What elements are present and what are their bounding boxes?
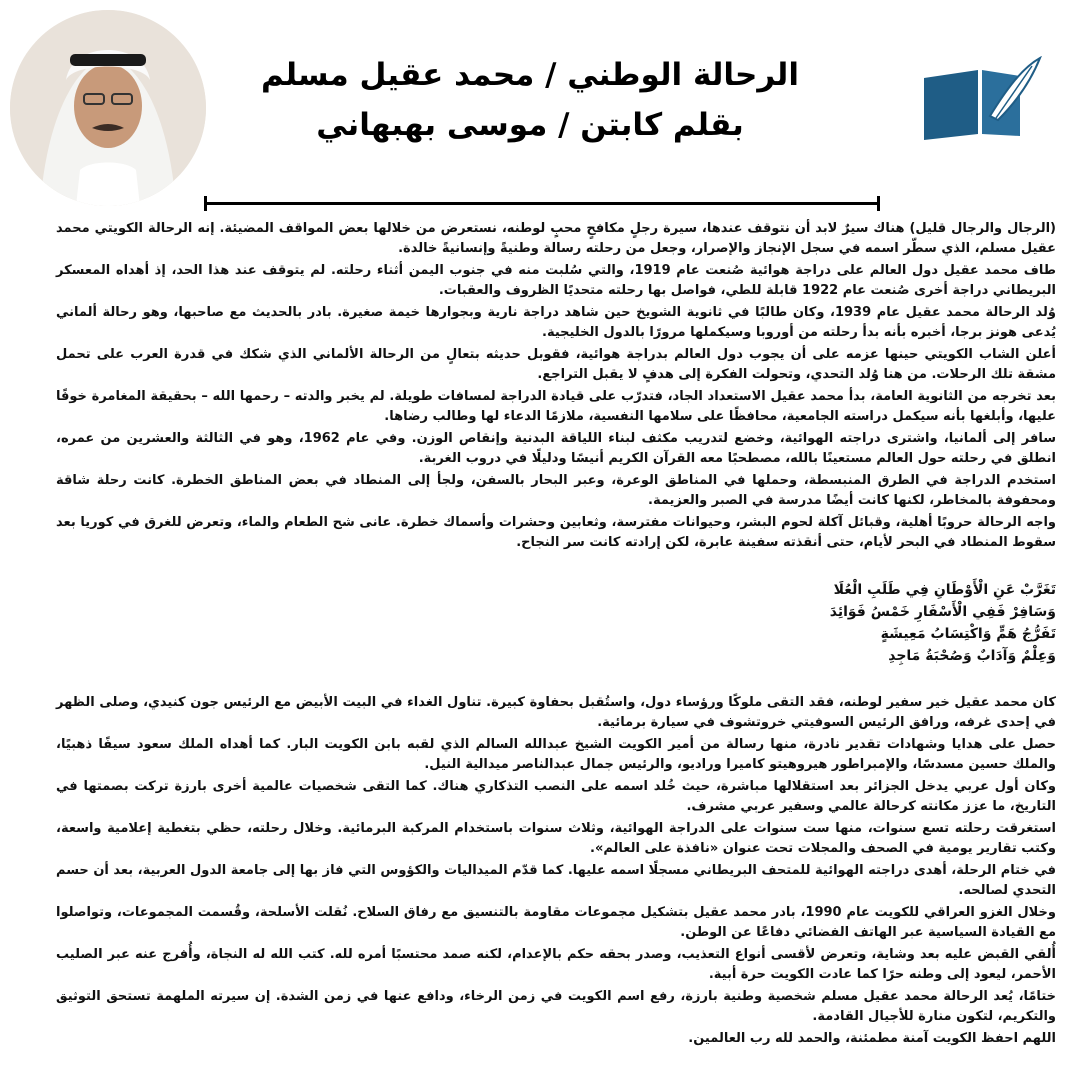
paragraph: أعلن الشاب الكويتي حينها عزمه على أن يجوب دول العالم بدراجة هوائية، فقوبل حديثه بتعالٍ من الرحالة الألماني الذي شكك في قدرة العرب على تحمل مشقة تلك الرحلات. من هنا وُلد التحدي، وتحولت الفكرة إلى هدفٍ لا يقبل التراجع. — [56, 347, 1056, 382]
paragraph: سافر إلى ألمانيا، واشترى دراجته الهوائية، وخضع لتدريب مكثف لبناء اللياقة البدنية وإنقاص الوزن. وفي عام 1962، وهو في الثالثة والعشرين من عمره، انطلق في رحلته حول العالم مستعينًا بالله، مصطحبًا معه القرآن الكريم أنيسًا ودليلًا في دروب الغربة. — [56, 431, 1056, 466]
author-line: بقلم كابتن / موسى بهبهاني — [316, 107, 744, 143]
logo — [920, 56, 1042, 184]
header-divider — [204, 202, 880, 205]
paragraph: (الرجال والرجال قليل) هناك سيرٌ لابد أن نتوقف عندها، سيرة رجلٍ مكافحٍ محبٍ لوطنه، نستعرض من خلالها بعض المواقف المضيئة. إنه الرحالة الكويتي محمد عقيل مسلم، الذي سطّر اسمه في سجل الإنجاز والإصرار، وجعل من رحلته رسالة وطنيةً وإنسانيةً خالدة. — [56, 221, 1056, 256]
book-quill-icon — [920, 56, 1042, 142]
paragraph: وكان أول عربي يدخل الجزائر بعد استقلالها مباشرة، حيث خُلد اسمه على النصب التذكاري هناك. كما التقى شخصيات عالمية أخرى بارزة تركت بصمتها في التاريخ، ما عزز مكانته كرحالة عالمي وسفير عربي مشرف. — [56, 779, 1056, 814]
poem — [56, 579, 1056, 667]
paragraph: ختامًا، يُعد الرحالة محمد عقيل مسلم شخصية وطنية بارزة، رفع اسم الكويت في زمن الرخاء، ودافع عنها في زمن الشدة. إن سيرته الملهمة تستحق التوثيق والتكريم، لتكون منارة للأجيال القادمة. — [56, 989, 1056, 1024]
paragraph: أُلقي القبض عليه بعد وشاية، وتعرض لأقسى أنواع التعذيب، وصدر بحقه حكم بالإعدام، لكنه صمد محتسبًا أمره لله. كتب الله له النجاة، وأُفرج عنه عبر الصليب الأحمر، ليعود إلى وطنه حرًا كما عادت الكويت حرة أبية. — [56, 947, 1056, 982]
paragraph: حصل على هدايا وشهادات تقدير نادرة، منها رسالة من أمير الكويت الشيخ عبدالله السالم الذي لقبه بابن الكويت البار. كما أهداه الملك سعود سيفًا ذهبيًا، والملك حسين مسدسًا، والإمبراطور هيروهيتو كاميرا وراديو، والرئيس جمال عبدالناصر ميدالية النيل. — [56, 737, 1056, 772]
closing-line: اللهم احفظ الكويت آمنة مطمئنة، والحمد لله رب العالمين. — [688, 1031, 1056, 1046]
article-body — [56, 219, 1056, 1051]
paragraph: وخلال الغزو العراقي للكويت عام 1990، بادر محمد عقيل بتشكيل مجموعات مقاومة بالتنسيق مع رفاق السلاح. نُقلت الأسلحة، وقُسمت المجموعات، وتواصلوا مع القيادة السياسية عبر الهاتف الفضائي دفاعًا عن الوطن. — [56, 905, 1056, 940]
header — [250, 50, 810, 150]
paragraph: في ختام الرحلة، أهدى دراجته الهوائية للمتحف البريطاني مسجلًا اسمه عليها. كما قدّم الميداليات والكؤوس التي فاز بها إلى جامعة الدول العربية، بعد أن حسم التحدي لصالحه. — [56, 863, 1056, 898]
poem-line: وَعِلْمٌ وَآدَابٌ وَصُحْبَةُ مَاجِدِ — [888, 648, 1056, 664]
poem-line: تَغَرَّبْ عَنِ الْأَوْطَانِ فِي طَلَبِ الْعُلَا — [833, 582, 1056, 598]
paragraph: استخدم الدراجة في الطرق المنبسطة، وحملها في المناطق الوعرة، وعبر البحار بالسفن، ولجأ إلى المنطاد في بعض المناطق الخطرة. كانت رحلة شاقة ومحفوفة بالمخاطر، لكنها كانت أيضًا مدرسة في الصبر والعزيمة. — [56, 473, 1056, 508]
paragraph: واجه الرحالة حروبًا أهلية، وقبائل آكلة لحوم البشر، وحيوانات مفترسة، وثعابين وحشرات وأسماك خطرة. عانى شح الطعام والماء، وتعرض للغرق في كوريا بعد سقوط المنطاد في البحر لأيام، حتى أنقذته سفينة عابرة، لكن إرادته كانت سر النجاح. — [56, 515, 1056, 550]
portrait-icon — [10, 10, 206, 206]
paragraph: طاف محمد عقيل دول العالم على دراجة هوائية صُنعت عام 1919، والتي سُلبت منه في جنوب اليمن أثناء رحلته. لم يتوقف عند هذا الحد، إذ أهداه المعسكر البريطاني دراجة أخرى صُنعت عام 1922 قابلة للطي، فواصل بها رحلته متحديًا الظروف والعقبات. — [56, 263, 1056, 298]
logo-text: دار الحكمة — [937, 154, 980, 184]
page-title: الرحالة الوطني / محمد عقيل مسلم — [261, 57, 799, 93]
paragraph: وُلد الرحالة محمد عقيل عام 1939، وكان طالبًا في ثانوية الشويخ حين شاهد دراجة نارية وبجوارها خيمة صغيرة. بادر بالحديث مع صاحبها، وهو رحالة ألماني يُدعى هونز برجا، أخبره بأنه بدأ رحلته من أوروبا وسيكملها مرورًا بالدول الخليجية. — [56, 305, 1056, 340]
paragraph: كان محمد عقيل خير سفير لوطنه، فقد التقى ملوكًا ورؤساء دول، واستُقبل بحفاوة كبيرة. تناول الغداء في البيت الأبيض مع الرئيس جون كنيدي، وصلى الظهر في إحدى غرفه، ورافق الرئيس السوفيتي خروتشوف في سيارة برمائية. — [56, 695, 1056, 730]
paragraph: استغرقت رحلته تسع سنوات، منها ست سنوات على الدراجة الهوائية، وثلاث سنوات باستخدام المركبة البرمائية. وخلال رحلته، حظي بتغطية إعلامية واسعة، وكتب تقارير يومية في الصحف والمجلات تحت عنوان «نافذة على العالم». — [56, 821, 1056, 856]
poem-line: وَسَافِرْ فَفِي الْأَسْفَارِ خَمْسُ فَوَائِدَ — [829, 604, 1056, 620]
poem-line: تَفَرُّجُ هَمٍّ وَاكْتِسَابُ مَعِيشَةٍ — [880, 626, 1056, 642]
paragraph: بعد تخرجه من الثانوية العامة، بدأ محمد عقيل الاستعداد الجاد، فتدرّب على قيادة الدراجة لمسافات طويلة. لم يخبر والدته – رحمها الله – بحقيقة المغامرة خوفًا عليها، وأبلغها بأنه سيكمل دراسته الجامعية، محافظًا على سلامها النفسية، ملازمًا الدعاء لها وطالب رضاها. — [56, 389, 1056, 424]
portrait-photo — [10, 10, 206, 206]
